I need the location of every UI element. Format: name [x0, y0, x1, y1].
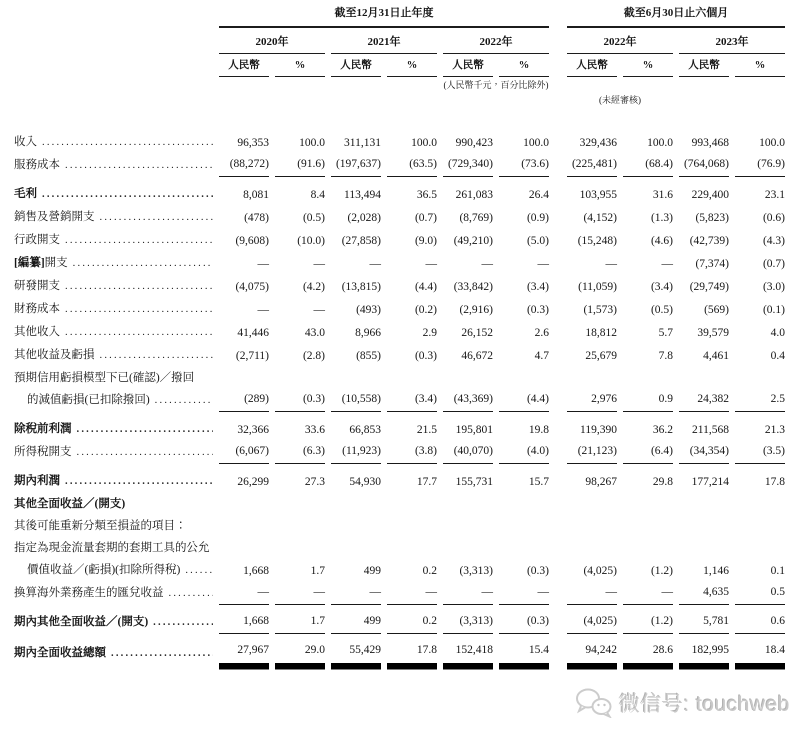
value-cell: 41,446 [237, 327, 269, 339]
value-cell: 27,967 [219, 640, 269, 665]
table-row [14, 582, 791, 605]
value-cell: 155,731 [455, 476, 493, 488]
dot-leader [153, 611, 213, 634]
row-label: 期內利潤 ..... [14, 470, 213, 493]
value-cell: — [623, 582, 673, 605]
year-header-2021: 2021年 [331, 35, 437, 54]
value-cell: (764,068) [679, 154, 729, 177]
row-label: 換算海外業務產生的匯兌收益 ..... [14, 582, 213, 605]
value-cell: 1,668 [243, 565, 269, 577]
value-cell: 29.0 [275, 640, 325, 665]
dot-leader [65, 154, 213, 177]
value-cell: (0.5) [650, 304, 673, 316]
value-cell: (49,210) [453, 235, 493, 247]
value-cell: (3,313) [459, 565, 493, 577]
value-cell: (34,354) [679, 441, 729, 464]
table-row [14, 321, 791, 344]
value-cell: (11,059) [578, 281, 617, 293]
value-cell: (15,248) [577, 235, 617, 247]
value-cell: (0.3) [275, 389, 325, 412]
value-cell: (2,711) [235, 350, 269, 362]
currency-header: 人民幣 [219, 59, 269, 77]
currency-header: 人民幣 [567, 59, 617, 77]
value-cell: 27.3 [304, 476, 325, 488]
value-cell: 113,494 [344, 189, 381, 201]
value-cell: (6.3) [275, 441, 325, 464]
dot-leader [65, 321, 213, 344]
value-cell: 32,366 [237, 424, 269, 436]
value-cell: 94,242 [567, 640, 617, 665]
dot-leader [65, 298, 213, 321]
value-cell: 182,995 [679, 640, 729, 665]
table-row [14, 252, 791, 275]
table-row [14, 537, 791, 559]
value-cell: 17.8 [387, 640, 437, 665]
value-cell: (1.2) [650, 565, 673, 577]
percent-header: % [275, 59, 325, 77]
value-cell: 4,635 [679, 582, 729, 605]
value-cell: (3.4) [387, 389, 437, 412]
value-cell: — [331, 582, 381, 605]
value-cell: 499 [363, 565, 381, 577]
table-row [14, 275, 791, 298]
table-row [14, 229, 791, 252]
value-cell: (478) [244, 212, 269, 224]
value-cell: 26,152 [461, 327, 493, 339]
value-cell: 24,382 [679, 389, 729, 412]
dot-leader [185, 559, 213, 582]
table-row [14, 515, 791, 537]
value-cell: 100.0 [299, 137, 325, 149]
value-cell: (73.6) [499, 154, 549, 177]
value-cell: (197,637) [331, 154, 381, 177]
value-cell: — [275, 582, 325, 605]
value-cell: — [537, 258, 549, 270]
dot-leader [100, 344, 214, 367]
value-cell: (4.3) [762, 235, 785, 247]
value-cell: (3.8) [387, 441, 437, 464]
value-cell: (6.4) [623, 441, 673, 464]
value-cell: 261,083 [455, 189, 493, 201]
year-header-row [14, 35, 791, 54]
table-row [14, 206, 791, 229]
value-cell: (21,123) [567, 441, 617, 464]
currency-header: 人民幣 [443, 59, 493, 77]
value-cell: (40,070) [443, 441, 493, 464]
unit-note: (人民幣千元，百分比除外) [443, 80, 549, 90]
row-label: 所得稅開支 ..... [14, 441, 213, 464]
value-cell: 100.0 [411, 137, 437, 149]
dot-leader [73, 252, 213, 275]
value-cell: 329,436 [579, 137, 617, 149]
value-cell: (10,558) [331, 389, 381, 412]
table-row [14, 154, 791, 177]
dot-leader [111, 642, 213, 665]
currency-header: 人民幣 [331, 59, 381, 77]
value-cell: 990,423 [455, 137, 493, 149]
value-cell: (76.9) [735, 154, 785, 177]
value-cell: (8,769) [459, 212, 493, 224]
value-cell: 54,930 [349, 476, 381, 488]
value-cell: (4,152) [583, 212, 617, 224]
dot-leader [42, 131, 213, 154]
value-cell: (0.3) [526, 565, 549, 577]
value-cell: (3.4) [650, 281, 673, 293]
value-cell: — [567, 582, 617, 605]
value-cell: 1,146 [703, 565, 729, 577]
value-cell: 17.8 [764, 476, 785, 488]
value-cell: 0.5 [735, 582, 785, 605]
value-cell: (4.6) [650, 235, 673, 247]
dot-leader [77, 441, 214, 464]
row-label: 期內全面收益總額 ..... [14, 642, 213, 665]
value-cell: (6,067) [219, 441, 269, 464]
value-cell: 0.1 [770, 565, 785, 577]
value-cell: 33.6 [304, 424, 325, 436]
value-cell: 100.0 [523, 137, 549, 149]
value-cell: (91.6) [275, 154, 325, 177]
value-cell: — [257, 258, 269, 270]
value-cell: — [313, 258, 325, 270]
value-cell: 103,955 [579, 189, 617, 201]
value-cell: (4.2) [302, 281, 325, 293]
value-cell: 1,668 [219, 611, 269, 634]
table-header [14, 6, 791, 107]
table-row [14, 418, 791, 441]
value-cell: (0.3) [526, 304, 549, 316]
value-cell: (0.7) [414, 212, 437, 224]
column-label-row [14, 59, 791, 77]
dot-leader [65, 275, 213, 298]
value-cell: 0.6 [735, 611, 785, 634]
currency-header: 人民幣 [679, 59, 729, 77]
value-cell: 43.0 [304, 327, 325, 339]
value-cell: 0.4 [770, 350, 785, 362]
watermark-text: 微信号: touchweb [618, 692, 790, 716]
value-cell: 21.5 [416, 424, 437, 436]
row-label: 預期信用虧損模型下已(確認)／撥回 [14, 372, 195, 384]
value-cell: (1,573) [583, 304, 617, 316]
value-cell: (225,481) [567, 154, 617, 177]
value-cell: 8,966 [355, 327, 381, 339]
value-cell: (63.5) [387, 154, 437, 177]
value-cell: 26.4 [528, 189, 549, 201]
value-cell: — [257, 304, 269, 316]
value-cell: (33,842) [453, 281, 493, 293]
value-cell: 4.7 [534, 350, 549, 362]
value-cell: (4,025) [583, 565, 617, 577]
row-label: 指定為現金流量套期的套期工具的公允 [14, 542, 210, 554]
value-cell: 2.9 [422, 327, 437, 339]
dot-leader [65, 470, 213, 493]
value-cell: (4.0) [499, 441, 549, 464]
value-cell: (1.2) [623, 611, 673, 634]
value-cell: 993,468 [691, 137, 729, 149]
value-cell: (0.9) [526, 212, 549, 224]
value-cell: 18,812 [585, 327, 617, 339]
value-cell: 2.5 [735, 389, 785, 412]
value-cell: (0.6) [762, 212, 785, 224]
value-cell: — [369, 258, 381, 270]
year-header-2022-interim: 2022年 [567, 35, 673, 54]
dot-leader [65, 229, 213, 252]
value-cell: (10.0) [297, 235, 325, 247]
dot-leader [100, 206, 214, 229]
value-cell: (5,823) [695, 212, 729, 224]
row-label: 其他收益及虧損 ..... [14, 344, 213, 367]
value-cell: 0.2 [422, 565, 437, 577]
value-cell: (5.0) [526, 235, 549, 247]
value-cell: (0.2) [414, 304, 437, 316]
year-header-2022: 2022年 [443, 35, 549, 54]
value-cell: 8,081 [243, 189, 269, 201]
year-header-2023-interim: 2023年 [679, 35, 785, 54]
value-cell: 4.0 [770, 327, 785, 339]
row-label: [編纂]開支 ..... [14, 252, 213, 275]
row-label: 財務成本 ..... [14, 298, 213, 321]
value-cell: (4,025) [567, 611, 617, 634]
value-cell: 211,568 [692, 424, 729, 436]
value-cell: 19.8 [528, 424, 549, 436]
value-cell: 1.7 [275, 611, 325, 634]
value-cell: (2,028) [347, 212, 381, 224]
value-cell: — [219, 582, 269, 605]
table-row [14, 183, 791, 206]
value-cell: (11,923) [331, 441, 381, 464]
table-row [14, 298, 791, 321]
value-cell: 5.7 [658, 327, 673, 339]
row-label: 毛利 ..... [14, 183, 213, 206]
row-label: 行政開支 ..... [14, 229, 213, 252]
value-cell: (13,815) [341, 281, 381, 293]
row-label: 銷售及營銷開支 ..... [14, 206, 213, 229]
value-cell: 1.7 [310, 565, 325, 577]
value-cell: (9,608) [235, 235, 269, 247]
table-row [14, 389, 791, 412]
value-cell: 17.7 [416, 476, 437, 488]
value-cell: 100.0 [759, 137, 785, 149]
value-cell: 0.2 [387, 611, 437, 634]
row-label: 其他收入 ..... [14, 321, 213, 344]
value-cell: 100.0 [647, 137, 673, 149]
table-row [14, 367, 791, 389]
value-cell: (3,313) [443, 611, 493, 634]
value-cell: (855) [356, 350, 381, 362]
value-cell: 4,461 [703, 350, 729, 362]
table-body [14, 131, 791, 665]
table-row [14, 559, 791, 582]
value-cell: (43,369) [443, 389, 493, 412]
row-label: 其他全面收益／(開支) [14, 498, 126, 510]
value-cell: 36.5 [416, 189, 437, 201]
row-label: 期內其他全面收益／(開支) ..... [14, 611, 213, 634]
table-row [14, 611, 791, 634]
percent-header: % [735, 59, 785, 77]
value-cell: 31.6 [652, 189, 673, 201]
table-row [14, 441, 791, 464]
value-cell: (4.4) [499, 389, 549, 412]
value-cell: (0.7) [762, 258, 785, 270]
value-cell: (27,858) [341, 235, 381, 247]
percent-header: % [623, 59, 673, 77]
value-cell: 21.3 [764, 424, 785, 436]
value-cell: (0.5) [302, 212, 325, 224]
row-label: 價值收益／(虧損)(扣除所得稅) ..... [14, 559, 213, 582]
value-cell: 46,672 [461, 350, 493, 362]
value-cell: — [387, 582, 437, 605]
value-cell: (569) [704, 304, 729, 316]
value-cell: (2,916) [459, 304, 493, 316]
row-label: 的減值虧損(已扣除撥回) ..... [14, 389, 213, 412]
value-cell: 18.4 [735, 640, 785, 665]
value-cell: 311,131 [344, 137, 381, 149]
value-cell: (1.3) [650, 212, 673, 224]
table-row [14, 640, 791, 665]
row-label: 研發開支 ..... [14, 275, 213, 298]
value-cell: 25,679 [585, 350, 617, 362]
row-label: 收入 ..... [14, 131, 213, 154]
value-cell: (4,075) [235, 281, 269, 293]
unit-note-row [14, 79, 791, 92]
value-cell: 55,429 [331, 640, 381, 665]
percent-header: % [387, 59, 437, 77]
value-cell: (88,272) [219, 154, 269, 177]
table-row [14, 470, 791, 493]
value-cell: (729,340) [443, 154, 493, 177]
value-cell: (3.5) [735, 441, 785, 464]
value-cell: (9.0) [414, 235, 437, 247]
value-cell: — [443, 582, 493, 605]
value-cell: 8.4 [310, 189, 325, 201]
value-cell: — [481, 258, 493, 270]
value-cell: (0.3) [414, 350, 437, 362]
value-cell: 96,353 [237, 137, 269, 149]
value-cell: — [499, 582, 549, 605]
value-cell: (3.0) [762, 281, 785, 293]
value-cell: (493) [356, 304, 381, 316]
value-cell: 152,418 [443, 640, 493, 665]
value-cell: — [661, 258, 673, 270]
value-cell: 5,781 [679, 611, 729, 634]
value-cell: 26,299 [237, 476, 269, 488]
value-cell: — [605, 258, 617, 270]
dot-leader [155, 389, 213, 412]
value-cell: 229,400 [691, 189, 729, 201]
value-cell: 2,976 [567, 389, 617, 412]
value-cell: 36.2 [652, 424, 673, 436]
value-cell: — [425, 258, 437, 270]
value-cell: 499 [331, 611, 381, 634]
table-row [14, 131, 791, 154]
value-cell: 7.8 [658, 350, 673, 362]
wechat-watermark [574, 687, 790, 718]
value-cell: (4.4) [414, 281, 437, 293]
interim-period-title: 截至6月30日止六個月 [567, 6, 785, 28]
value-cell: 39,579 [697, 327, 729, 339]
value-cell: (289) [219, 389, 269, 412]
value-cell: (7,374) [695, 258, 729, 270]
value-cell: 177,214 [691, 476, 729, 488]
value-cell: (42,739) [689, 235, 729, 247]
period-group-row [14, 6, 791, 28]
value-cell: 15.7 [528, 476, 549, 488]
value-cell: (68.4) [623, 154, 673, 177]
value-cell: 195,801 [455, 424, 493, 436]
year-header-2020: 2020年 [219, 35, 325, 54]
value-cell: — [313, 304, 325, 316]
row-label: 除稅前利潤 ..... [14, 418, 213, 441]
value-cell: (2.8) [302, 350, 325, 362]
value-cell: 29.8 [652, 476, 673, 488]
unaudited-note-row [14, 94, 791, 107]
dot-leader [77, 418, 214, 441]
annual-period-title: 截至12月31日止年度 [219, 6, 549, 28]
dot-leader [42, 183, 213, 206]
percent-header: % [499, 59, 549, 77]
value-cell: 66,853 [349, 424, 381, 436]
value-cell: 0.9 [623, 389, 673, 412]
table-row [14, 344, 791, 367]
row-label: 其後可能重新分類至損益的項目： [14, 520, 187, 532]
value-cell: 98,267 [585, 476, 617, 488]
value-cell: (3.4) [526, 281, 549, 293]
value-cell: 119,390 [580, 424, 617, 436]
value-cell: 2.6 [534, 327, 549, 339]
row-label: 服務成本 ..... [14, 154, 213, 177]
value-cell: 23.1 [764, 189, 785, 201]
value-cell: 28.6 [623, 640, 673, 665]
unaudited-note: (未經審核) [599, 95, 641, 105]
value-cell: (0.1) [762, 304, 785, 316]
table-row [14, 493, 791, 515]
value-cell: (29,749) [689, 281, 729, 293]
dot-leader [169, 582, 214, 605]
value-cell: 15.4 [499, 640, 549, 665]
wechat-icon [574, 687, 614, 718]
value-cell: (0.3) [499, 611, 549, 634]
